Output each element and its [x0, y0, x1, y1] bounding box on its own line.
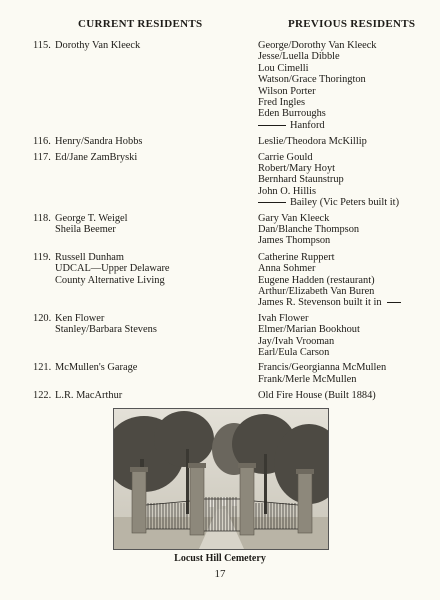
previous-residents [258, 40, 436, 131]
previous-resident-line: Francis/Georgianna McMullen [258, 362, 387, 374]
residents-list [0, 40, 440, 402]
previous-resident-line: Old Fire House (Built 1884) [258, 390, 376, 402]
current-resident [55, 313, 245, 336]
current-resident [55, 213, 245, 236]
blank-rule [258, 125, 286, 126]
previous-resident-line: Bailey (Vic Peters built it) [258, 197, 436, 208]
current-resident [55, 136, 245, 147]
current-resident-line: Sheila Beemer [55, 223, 116, 235]
previous-residents [258, 390, 436, 401]
entry-number: 120. [33, 312, 52, 324]
entry-number: 119. [33, 251, 51, 263]
current-resident [55, 152, 245, 163]
resident-entry [0, 362, 440, 385]
page-number: 17 [214, 568, 226, 580]
current-resident [55, 252, 245, 286]
resident-entry [0, 152, 440, 209]
previous-resident-line: Hanford [258, 120, 436, 131]
previous-resident-line: Lou Cimelli [258, 62, 309, 74]
previous-resident-line: John O. Hillis [258, 185, 317, 197]
previous-resident-line: Ivah Flower [258, 312, 309, 324]
current-resident-line: Henry/Sandra Hobbs [55, 136, 143, 148]
current-resident-line: Ken Flower [55, 312, 105, 324]
previous-resident-line: Catherine Ruppert [258, 251, 335, 263]
current-resident [55, 40, 245, 51]
current-resident [55, 390, 245, 401]
previous-residents [258, 152, 436, 209]
previous-resident-line: Dan/Blanche Thompson [258, 223, 360, 235]
current-resident-line: George T. Weigel [55, 212, 128, 224]
previous-residents [258, 313, 436, 359]
previous-resident-line: Gary Van Kleeck [258, 212, 330, 224]
previous-residents [258, 252, 436, 309]
blank-rule [387, 302, 401, 303]
previous-resident-line: Jay/Ivah Vrooman [258, 335, 335, 347]
cemetery-gate-illustration [114, 409, 328, 549]
current-resident-line: Dorothy Van Kleeck [55, 40, 141, 51]
resident-entry [0, 136, 440, 147]
previous-resident-line: Watson/Grace Thorington [258, 74, 366, 86]
previous-resident-line: Jesse/Luella Dibble [258, 51, 340, 63]
resident-entry [0, 40, 440, 131]
previous-resident-line: Eden Burroughs [258, 108, 326, 120]
previous-residents-header: PREVIOUS RESIDENTS [288, 18, 416, 30]
entry-number: 122. [33, 390, 52, 402]
current-resident-line: McMullen's Garage [55, 362, 138, 374]
entry-number: 118. [33, 212, 51, 224]
resident-entry [0, 213, 440, 247]
previous-resident-line: Elmer/Marian Bookhout [258, 324, 360, 336]
previous-resident-line: George/Dorothy Van Kleeck [258, 40, 377, 51]
previous-resident-line: Fred Ingles [258, 97, 306, 109]
previous-resident-line: Bernhard Staunstrup [258, 174, 344, 186]
previous-residents [258, 213, 436, 247]
previous-resident-line: James R. Stevenson built it in [258, 297, 436, 308]
resident-entry [0, 390, 440, 401]
resident-entry [0, 313, 440, 359]
entry-number: 116. [33, 136, 51, 148]
previous-resident-line: Frank/Merle McMullen [258, 373, 357, 385]
current-resident-line: UDCAL—Upper Delaware [55, 263, 170, 275]
previous-residents [258, 136, 436, 147]
current-resident [55, 362, 245, 373]
entry-number: 121. [33, 362, 52, 374]
previous-resident-line: Carrie Gould [258, 151, 313, 163]
previous-resident-line: Anna Sohmer [258, 263, 316, 275]
current-resident-line: L.R. MacArthur [55, 390, 123, 402]
photo-caption: Locust Hill Cemetery [174, 553, 266, 564]
current-resident-line: County Alternative Living [55, 274, 165, 286]
blank-rule [258, 202, 286, 203]
current-resident-line: Ed/Jane ZamBryski [55, 151, 138, 163]
previous-resident-line: Eugene Hadden (restaurant) [258, 274, 375, 286]
previous-resident-line: Wilson Porter [258, 85, 316, 97]
entry-number: 115. [33, 40, 51, 51]
entry-number: 117. [33, 151, 51, 163]
previous-resident-line: Earl/Eula Carson [258, 346, 330, 358]
previous-residents [258, 362, 436, 385]
previous-resident-line: Arthur/Elizabeth Van Buren [258, 285, 375, 297]
current-resident-line: Russell Dunham [55, 251, 124, 263]
previous-resident-line: Leslie/Theodora McKillip [258, 136, 367, 148]
current-residents-header: CURRENT RESIDENTS [78, 18, 203, 30]
resident-entry [0, 252, 440, 309]
previous-resident-line: Robert/Mary Hoyt [258, 162, 336, 174]
previous-resident-line: James Thompson [258, 235, 331, 247]
current-resident-line: Stanley/Barbara Stevens [55, 324, 157, 336]
cemetery-photo [113, 408, 329, 550]
